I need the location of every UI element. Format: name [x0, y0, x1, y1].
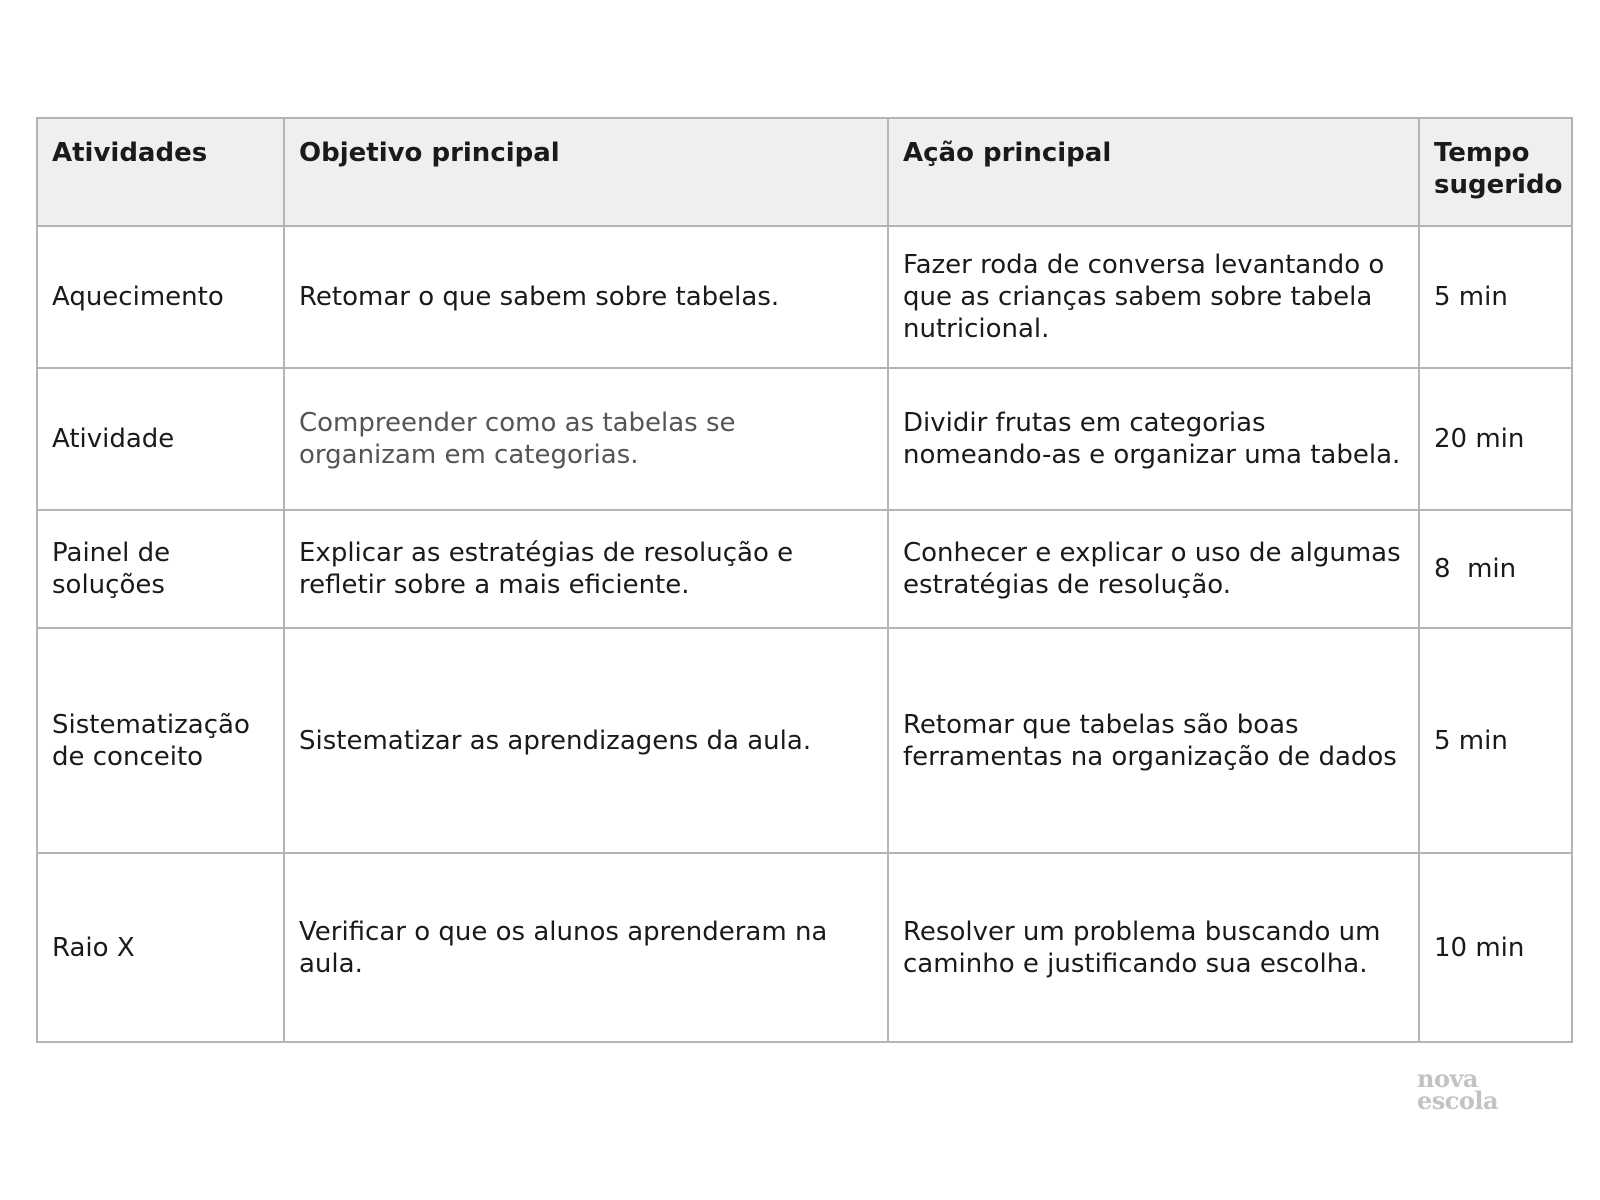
- cell-atividade: Sistematização de conceito: [37, 628, 284, 853]
- table-body: [37, 226, 1572, 1042]
- nova-escola-logo: [1417, 1064, 1499, 1115]
- cell-objetivo: Explicar as estratégias de resolução e refletir sobre a mais eficiente.: [284, 510, 888, 628]
- cell-tempo: 10 min: [1419, 853, 1572, 1042]
- header-atividades: Atividades: [37, 118, 284, 226]
- cell-acao: Dividir frutas em categorias nomeando-as e organizar uma tabela.: [888, 368, 1419, 510]
- header-row: [37, 118, 1572, 226]
- lesson-plan-table: [36, 117, 1573, 1043]
- table-row: [37, 853, 1572, 1042]
- cell-acao: Resolver um problema buscando um caminho e justificando sua escolha.: [888, 853, 1419, 1042]
- table-row: [37, 510, 1572, 628]
- cell-tempo: 5 min: [1419, 226, 1572, 368]
- cell-objetivo: Retomar o que sabem sobre tabelas.: [284, 226, 888, 368]
- cell-atividade: Aquecimento: [37, 226, 284, 368]
- table-row: [37, 368, 1572, 510]
- table-row: [37, 628, 1572, 853]
- cell-atividade: Raio X: [37, 853, 284, 1042]
- header-acao: Ação principal: [888, 118, 1419, 226]
- table-header: [37, 118, 1572, 226]
- cell-acao: Fazer roda de conversa levantando o que as crianças sabem sobre tabela nutricional.: [888, 226, 1419, 368]
- logo-line-nova: nova: [1417, 1064, 1478, 1093]
- cell-objetivo: Sistematizar as aprendizagens da aula.: [284, 628, 888, 853]
- cell-atividade: Painel de soluções: [37, 510, 284, 628]
- cell-acao: Retomar que tabelas são boas ferramentas na organização de dados: [888, 628, 1419, 853]
- cell-atividade: Atividade: [37, 368, 284, 510]
- logo-line-escola: escola: [1417, 1086, 1499, 1115]
- cell-tempo: 20 min: [1419, 368, 1572, 510]
- cell-acao: Conhecer e explicar o uso de algumas estratégias de resolução.: [888, 510, 1419, 628]
- cell-tempo: 8 min: [1419, 510, 1572, 628]
- cell-objetivo: Compreender como as tabelas se organizam em categorias.: [284, 368, 888, 510]
- cell-objetivo: Verificar o que os alunos aprenderam na aula.: [284, 853, 888, 1042]
- header-tempo: Tempo sugerido: [1419, 118, 1572, 226]
- cell-tempo: 5 min: [1419, 628, 1572, 853]
- header-objetivo: Objetivo principal: [284, 118, 888, 226]
- table-row: [37, 226, 1572, 368]
